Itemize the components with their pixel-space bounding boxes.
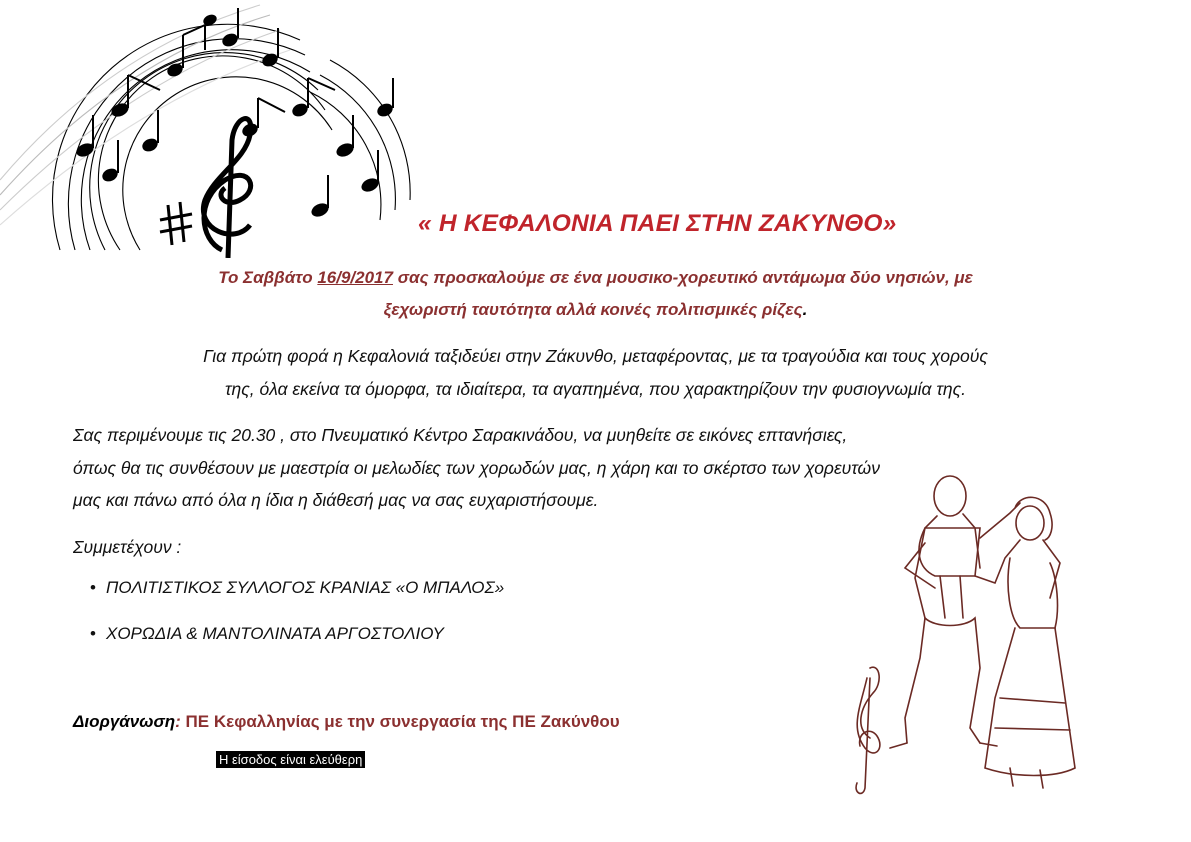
paragraph2-line-3: μας και πάνω από όλα η ίδια η διάθεσή μας να σας ευχαριστήσουμε. [73, 490, 599, 510]
participant-item: • ΧΟΡΩΔΙΑ & ΜΑΝΤΟΛΙΝΑΤΑ ΑΡΓΟΣΤΟΛΙΟΥ [90, 624, 444, 643]
invitation-line-1: Το Σαββάτο 16/9/2017 σας προσκαλούμε σε ένα μουσικο-χορευτικό αντάμωμα δύο νησιών, με [218, 268, 973, 287]
event-title: « Η ΚΕΦΑΛΟΝΙΑ ΠΑΕΙ ΣΤΗΝ ΖΑΚΥΝΘΟ» [418, 210, 897, 237]
paragraph1-line-2: της, όλα εκείνα τα όμορφα, τα ιδιαίτερα, τα αγαπημένα, που χαρακτηρίζουν την φυσιογνωμία της. [224, 379, 966, 399]
organizer-value: ΠΕ Κεφαλληνίας με την συνεργασία της ΠΕ Ζακύνθου [185, 712, 620, 731]
organizer-line: Διοργάνωση: ΠΕ Κεφαλληνίας με την συνεργασία της ΠΕ Ζακύνθου [73, 712, 620, 731]
bullet-icon: • [90, 578, 96, 597]
bullet-icon: • [90, 624, 96, 643]
paragraph1-line-1: Για πρώτη φορά η Κεφαλονιά ταξιδεύει στην Ζάκυνθο, μεταφέροντας, με τα τραγούδια και τους χορούς [203, 346, 988, 366]
paragraph2-line-2: όπως θα τις συνθέσουν με μαεστρία οι μελωδίες των χορωδών μας, η χάρη και το σκέρτσο των χορευτών [73, 458, 880, 478]
paragraph2-line-1: Σας περιμένουμε τις 20.30 , στο Πνευματικό Κέντρο Σαρακινάδου, να μυηθείτε σε εικόνες επτανήσιες, [73, 425, 848, 445]
participant-item: • ΠΟΛΙΤΙΣΤΙΚΟΣ ΣΥΛΛΟΓΟΣ ΚΡΑΝΙΑΣ «Ο ΜΠΑΛΟΣ» [90, 578, 505, 597]
organizer-label: Διοργάνωση [73, 712, 176, 731]
music-notes-illustration [0, 0, 420, 258]
participants-label: Συμμετέχουν : [73, 537, 182, 557]
event-date: 16/9/2017 [317, 268, 393, 287]
invitation-line-2: ξεχωριστή ταυτότητα αλλά κοινές πολιτισμικές ρίζες. [383, 300, 808, 319]
folk-dancers-illustration [845, 468, 1095, 798]
free-entry-note: Η είσοδος είναι ελεύθερη [216, 751, 365, 768]
